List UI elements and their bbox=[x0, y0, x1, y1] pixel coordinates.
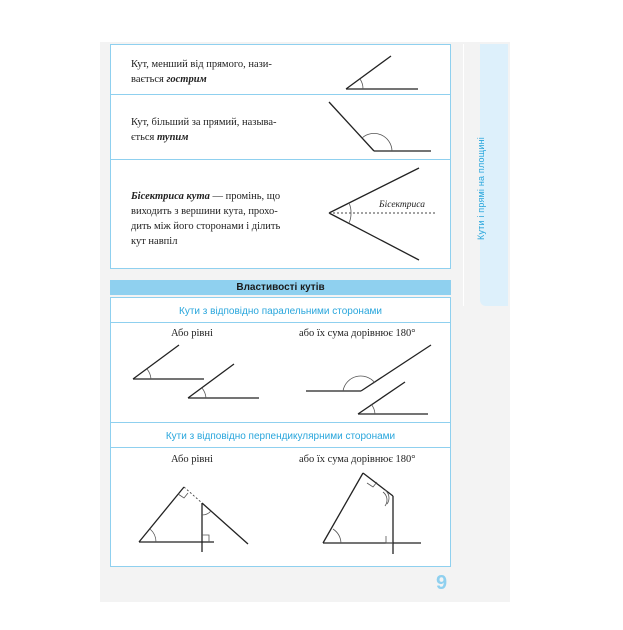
obtuse-definition bbox=[131, 115, 311, 145]
parallel-sum-figure bbox=[303, 342, 435, 417]
acute-line2: вається bbox=[131, 74, 167, 85]
parallel-equal-caption: Або рівні bbox=[171, 328, 213, 339]
obtuse-line2: ється bbox=[131, 132, 157, 143]
side-divider bbox=[463, 44, 464, 306]
parallel-sides-title: Кути з відповідно паралельними сторонами bbox=[179, 306, 382, 317]
obtuse-angle-figure bbox=[326, 99, 436, 154]
definitions-table bbox=[110, 44, 451, 269]
page-number: 9 bbox=[436, 572, 448, 594]
perpendicular-sides-title: Кути з відповідно перпендикулярними сторонами bbox=[165, 431, 396, 442]
properties-table bbox=[110, 297, 451, 567]
acute-definition bbox=[131, 57, 311, 87]
row-divider bbox=[111, 447, 450, 448]
bisector-label: Бісектриса bbox=[379, 200, 425, 210]
row-divider bbox=[111, 94, 450, 95]
bisector-line2: виходить з вершини кута, прохо- bbox=[131, 206, 278, 217]
perp-sum-caption: або їх сума дорівнює 180° bbox=[299, 454, 416, 465]
bisector-figure bbox=[326, 165, 441, 265]
row-divider bbox=[111, 159, 450, 160]
acute-term: гострим bbox=[166, 74, 207, 85]
obtuse-line1: Кут, більший за прямий, называ- bbox=[131, 117, 277, 128]
row-divider bbox=[111, 322, 450, 323]
bisector-term: Бісектриса кута bbox=[131, 191, 210, 202]
perp-equal-figure bbox=[136, 484, 261, 559]
bisector-line3: дить між його сторонами і ділить bbox=[131, 221, 281, 232]
bisector-line4: кут навпіл bbox=[131, 236, 178, 247]
acute-angle-figure bbox=[341, 53, 421, 93]
acute-line1: Кут, менший від прямого, нази- bbox=[131, 59, 272, 70]
perp-equal-caption: Або рівні bbox=[171, 454, 213, 465]
perp-sum-figure bbox=[321, 466, 426, 561]
properties-header: Властивості кутів bbox=[110, 280, 451, 295]
parallel-equal-figure bbox=[131, 342, 266, 407]
parallel-sum-caption: або їх сума дорівнює 180° bbox=[299, 328, 416, 339]
obtuse-term: тупим bbox=[157, 132, 189, 143]
bisector-definition bbox=[131, 189, 311, 249]
side-tab-label: Кути і прямі на площині bbox=[476, 137, 486, 240]
row-divider bbox=[111, 422, 450, 423]
bisector-line1: — промінь, що bbox=[209, 191, 281, 202]
